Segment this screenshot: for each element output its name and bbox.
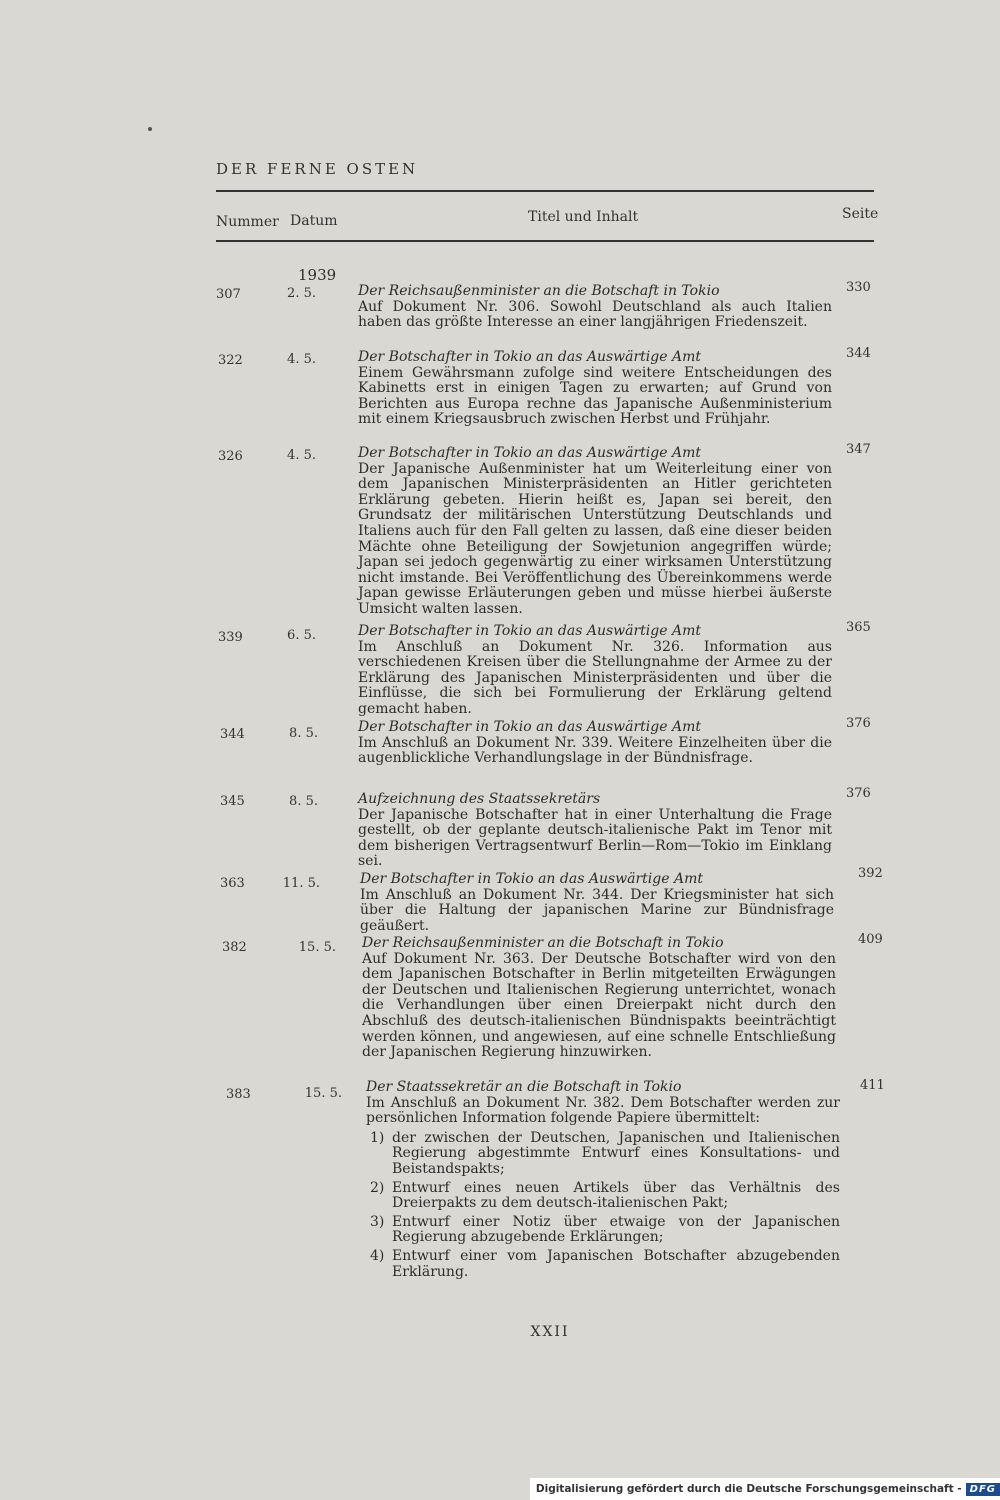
digitization-footer bbox=[530, 1478, 1000, 1500]
entry-title: Der Staatssekretär an die Botschaft in Tokio bbox=[366, 1079, 682, 1095]
list-item-text: Entwurf einer vom Japanischen Botschafter abzugebenden Erklärung. bbox=[392, 1247, 840, 1280]
list-item bbox=[370, 1131, 840, 1178]
entry-body bbox=[358, 284, 832, 331]
list-item-text: Entwurf einer Notiz über etwaige von der Japanischen Regierung abzugebende Erklärungen; bbox=[392, 1213, 840, 1246]
enclosure-list bbox=[370, 1131, 840, 1280]
entry-text: Auf Dokument Nr. 306. Sowohl Deutschland als auch Italien haben das größte Interesse an einer langjährigen Friedenszeit. bbox=[358, 298, 832, 331]
header-top-rule bbox=[216, 190, 874, 192]
scan-speck bbox=[148, 127, 152, 131]
entry-number: 322 bbox=[218, 353, 243, 368]
entry-page: 344 bbox=[846, 346, 871, 361]
entry-title: Der Reichsaußenminister an die Botschaft in Tokio bbox=[358, 283, 720, 299]
header-title: Titel und Inhalt bbox=[528, 209, 639, 225]
list-item-marker: 2) bbox=[370, 1179, 385, 1196]
list-item-marker: 4) bbox=[370, 1247, 385, 1264]
entry-date: 6. 5. bbox=[287, 628, 316, 643]
entry-text: Der Japanische Außenminister hat um Weiterleitung einer von dem Japanischen Ministerpräsidenten an Hitler gerichteten Erklärung gebeten. Hierin heißt es, Japan sei bereit, den Grundsatz der militärischen Unterstützung Deutschlands und Italiens auch für den Fall gelten zu lassen, daß eine dieser beiden Mächte ohne Beteiligung der Sowjetunion angegriffen würde; Japan sei jedoch gegenwärtig zu einer wirksamen Unterstützung nicht imstande. Bei Veröffentlichung des Übereinkommens werde Japan gewisse Erläuterungen geben und müsse hierbei äußerste Umsicht walten lassen. bbox=[358, 460, 832, 617]
entry-date: 2. 5. bbox=[287, 286, 316, 301]
entry-text: Auf Dokument Nr. 363. Der Deutsche Botschafter wird von den dem Japanischen Botschafter in Berlin mitgeteilten Erwägungen der Deutschen und Italienischen Regierung unterrichtet, wonach die Verhandlungen über einen Dreierpakt nicht durch den Abschluß des deutsch-italienischen Bündnispakts beeinträchtigt werden können, und angewiesen, auf eine schnelle Entschließung der Japanischen Regierung hinzuwirken. bbox=[362, 950, 836, 1061]
entry-title: Der Reichsaußenminister an die Botschaft in Tokio bbox=[362, 935, 724, 951]
list-item-text: der zwischen der Deutschen, Japanischen und Italienischen Regierung abgestimmte Entwurf eines Konsultations- und Beistandspakts; bbox=[392, 1129, 840, 1177]
entry-title: Der Botschafter in Tokio an das Auswärtige Amt bbox=[358, 349, 701, 365]
entry-number: 339 bbox=[218, 630, 243, 645]
entry-page: 347 bbox=[846, 442, 871, 457]
entry-title: Der Botschafter in Tokio an das Auswärtige Amt bbox=[358, 623, 701, 639]
entry-page: 330 bbox=[846, 280, 871, 295]
entry-date: 11. 5. bbox=[282, 876, 320, 891]
entry-page: 411 bbox=[860, 1078, 885, 1093]
entry-text: Im Anschluß an Dokument Nr. 382. Dem Botschafter werden zur persönlichen Information folgende Papiere übermittelt: bbox=[366, 1094, 840, 1127]
entry-date: 15. 5. bbox=[298, 940, 336, 955]
header-page: Seite bbox=[842, 206, 879, 222]
entry-text: Im Anschluß an Dokument Nr. 339. Weitere Einzelheiten über die augenblickliche Verhandlungslage in der Bündnisfrage. bbox=[358, 734, 832, 767]
entry-text: Im Anschluß an Dokument Nr. 344. Der Kriegsminister hat sich über die Haltung der japanischen Marine zur Bündnisfrage geäußert. bbox=[360, 886, 834, 934]
entry-body bbox=[358, 720, 832, 767]
entry-text: Einem Gewährsmann zufolge sind weitere Entscheidungen des Kabinetts erst in einigen Tagen zu erwarten; auf Grund von Berichten aus Europa rechne das Japanische Außenministerium mit einem Kriegsausbruch zwischen Herbst und Frühjahr. bbox=[358, 364, 832, 428]
entry-number: 326 bbox=[218, 449, 243, 464]
entry-body bbox=[366, 1080, 840, 1280]
entry-date: 8. 5. bbox=[289, 726, 318, 741]
entry-body bbox=[358, 792, 832, 870]
entry-number: 345 bbox=[220, 794, 245, 809]
entry-text: Der Japanische Botschafter hat in einer Unterhaltung die Frage gestellt, ob der geplante deutsch-italienische Pakt im Tenor mit dem bisherigen Vertragsentwurf Berlin—Rom—Tokio im Einklang sei. bbox=[358, 806, 832, 870]
entry-date: 15. 5. bbox=[304, 1086, 342, 1101]
entry-page: 376 bbox=[846, 786, 871, 801]
entry-page: 365 bbox=[846, 620, 871, 635]
list-item-text: Entwurf eines neuen Artikels über das Verhältnis des Dreierpakts zu dem deutsch-italienischen Pakt; bbox=[392, 1179, 840, 1212]
footer-text: Digitalisierung gefördert durch die Deutsche Forschungsgemeinschaft - bbox=[535, 1483, 962, 1495]
entry-text: Im Anschluß an Dokument Nr. 326. Information aus verschiedenen Kreisen über die Stellungnahme der Armee zu der Erklärung des Japanischen Ministerpräsidenten und über die Einflüsse, die sich bei Formulierung der Erklärung geltend gemacht haben. bbox=[358, 638, 832, 717]
entry-body bbox=[358, 446, 832, 618]
entry-number: 382 bbox=[222, 940, 247, 955]
entry-page: 392 bbox=[858, 866, 883, 881]
entry-page: 409 bbox=[858, 932, 883, 947]
list-item-marker: 1) bbox=[370, 1129, 385, 1146]
list-item bbox=[370, 1215, 840, 1246]
list-item-marker: 3) bbox=[370, 1213, 385, 1230]
entry-body bbox=[358, 624, 832, 718]
header-date: Datum bbox=[290, 213, 338, 229]
section-title: DER FERNE OSTEN bbox=[216, 160, 419, 178]
entry-date: 8. 5. bbox=[289, 794, 318, 809]
list-item bbox=[370, 1249, 840, 1280]
page-number: XXII bbox=[530, 1324, 570, 1340]
entry-title: Aufzeichnung des Staatssekretärs bbox=[358, 791, 601, 807]
entry-title: Der Botschafter in Tokio an das Auswärtige Amt bbox=[358, 719, 701, 735]
entry-title: Der Botschafter in Tokio an das Auswärtige Amt bbox=[360, 871, 703, 887]
entry-number: 344 bbox=[220, 727, 245, 742]
entry-page: 376 bbox=[846, 716, 871, 731]
entry-body bbox=[362, 936, 836, 1061]
entry-body bbox=[358, 350, 832, 428]
entry-date: 4. 5. bbox=[287, 448, 316, 463]
list-item bbox=[370, 1181, 840, 1212]
header-bottom-rule bbox=[216, 240, 874, 242]
entry-body bbox=[360, 872, 834, 934]
entry-date: 4. 5. bbox=[287, 352, 316, 367]
entry-number: 383 bbox=[226, 1087, 251, 1102]
dfg-logo: DFG bbox=[966, 1483, 1000, 1496]
entry-number: 307 bbox=[216, 287, 241, 302]
year-label: 1939 bbox=[298, 266, 337, 284]
header-number: Nummer bbox=[216, 214, 279, 230]
entry-number: 363 bbox=[220, 876, 245, 891]
entry-title: Der Botschafter in Tokio an das Auswärtige Amt bbox=[358, 445, 701, 461]
